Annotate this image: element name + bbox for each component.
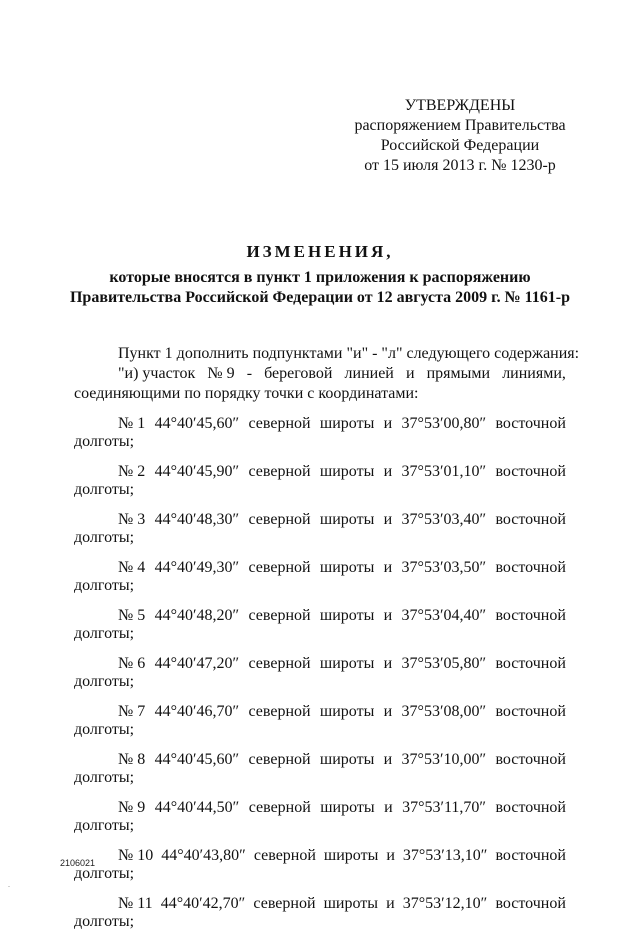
coordinate-row xyxy=(74,894,566,914)
north-word: северной xyxy=(248,559,311,576)
coordinate-point xyxy=(74,846,566,884)
latitude-value: 44°40′48,20″ xyxy=(154,607,240,624)
coordinate-row xyxy=(74,654,566,674)
coordinate-point xyxy=(74,702,566,740)
point-number: № 5 xyxy=(118,607,146,624)
conjunction: и xyxy=(383,511,393,528)
item-word: береговой xyxy=(264,365,333,382)
latitude-value: 44°40′45,60″ xyxy=(154,415,240,432)
latitude-word: широты xyxy=(323,847,379,864)
coordinate-point xyxy=(74,510,566,548)
north-word: северной xyxy=(248,655,311,672)
east-word: восточной xyxy=(495,511,566,528)
coordinate-point xyxy=(74,606,566,644)
longitude-value: 37°53′13,10″ xyxy=(402,847,488,864)
north-word: северной xyxy=(253,895,316,912)
east-word: восточной xyxy=(495,847,566,864)
approval-block xyxy=(340,96,580,176)
point-number: № 8 xyxy=(118,751,146,768)
longitude-tail: долготы; xyxy=(74,673,135,690)
conjunction: и xyxy=(383,703,393,720)
north-word: северной xyxy=(248,511,311,528)
approval-date: от 15 июля 2013 г. № 1230-р xyxy=(364,157,556,174)
item-word: "и) участок xyxy=(118,365,196,382)
coordinate-row xyxy=(74,414,566,434)
subtitle-line: Правительства Российской Федерации от 12 августа 2009 г. № 1161-р xyxy=(69,289,571,306)
document-subtitle xyxy=(60,268,580,308)
coordinate-point xyxy=(74,894,566,932)
longitude-value: 37°53′08,00″ xyxy=(401,703,487,720)
latitude-value: 44°40′45,60″ xyxy=(154,751,240,768)
longitude-value: 37°53′12,10″ xyxy=(402,895,488,912)
latitude-value: 44°40′44,50″ xyxy=(154,799,240,816)
latitude-word: широты xyxy=(319,703,375,720)
east-word: восточной xyxy=(495,751,566,768)
coordinate-list xyxy=(74,414,566,932)
latitude-word: широты xyxy=(319,751,375,768)
approval-title: УТВЕРЖДЕНЫ xyxy=(404,97,516,114)
conjunction: и xyxy=(383,559,393,576)
latitude-word: широты xyxy=(320,799,375,816)
conjunction: и xyxy=(386,895,395,912)
east-word: восточной xyxy=(495,655,566,672)
coordinate-point xyxy=(74,558,566,596)
item-word: - xyxy=(246,365,253,382)
east-word: восточной xyxy=(495,607,566,624)
latitude-word: широты xyxy=(319,607,375,624)
item-word: № 9 xyxy=(207,365,235,382)
coordinate-point xyxy=(74,414,566,452)
point-number: № 3 xyxy=(118,511,146,528)
north-word: северной xyxy=(253,847,316,864)
point-number: № 11 xyxy=(118,895,153,912)
coordinate-row xyxy=(74,702,566,722)
longitude-tail: долготы; xyxy=(74,529,135,546)
item-word: и xyxy=(405,365,415,382)
latitude-value: 44°40′45,90″ xyxy=(154,463,240,480)
item-heading-line xyxy=(118,364,566,384)
conjunction: и xyxy=(383,655,393,672)
longitude-tail: долготы; xyxy=(74,577,135,594)
longitude-value: 37°53′10,00″ xyxy=(401,751,487,768)
intro-paragraph: Пункт 1 дополнить подпунктами "и" - "л" следующего содержания: xyxy=(118,345,580,362)
subtitle-line: которые вносятся в пункт 1 приложения к распоряжению xyxy=(109,269,531,286)
latitude-word: широты xyxy=(319,655,375,672)
longitude-tail: долготы; xyxy=(74,721,135,738)
latitude-word: широты xyxy=(319,559,375,576)
longitude-tail: долготы; xyxy=(74,865,135,882)
item-word: прямыми xyxy=(426,365,491,382)
coordinate-point xyxy=(74,462,566,500)
longitude-value: 37°53′00,80″ xyxy=(401,415,487,432)
coordinate-point xyxy=(74,750,566,788)
document-title: ИЗМЕНЕНИЯ, xyxy=(246,242,394,261)
latitude-word: широты xyxy=(319,511,375,528)
point-number: № 4 xyxy=(118,559,146,576)
item-continuation: соединяющими по порядку точки с координатами: xyxy=(74,385,419,402)
north-word: северной xyxy=(248,463,311,480)
longitude-value: 37°53′05,80″ xyxy=(401,655,487,672)
longitude-value: 37°53′03,40″ xyxy=(401,511,487,528)
coordinate-row xyxy=(74,510,566,530)
coordinate-point xyxy=(74,798,566,836)
latitude-value: 44°40′48,30″ xyxy=(154,511,240,528)
point-number: № 9 xyxy=(118,799,146,816)
conjunction: и xyxy=(386,847,395,864)
approval-line: Российской Федерации xyxy=(380,137,540,154)
east-word: восточной xyxy=(495,703,566,720)
margin-mark: . xyxy=(8,880,10,889)
point-number: № 1 xyxy=(118,415,146,432)
north-word: северной xyxy=(248,703,311,720)
item-word: линиями, xyxy=(502,365,566,382)
north-word: северной xyxy=(248,415,311,432)
latitude-word: широты xyxy=(323,895,379,912)
conjunction: и xyxy=(383,463,393,480)
longitude-tail: долготы; xyxy=(74,625,135,642)
coordinate-row xyxy=(74,606,566,626)
longitude-tail: долготы; xyxy=(74,913,135,930)
latitude-value: 44°40′46,70″ xyxy=(154,703,240,720)
north-word: северной xyxy=(248,607,311,624)
east-word: восточной xyxy=(495,799,566,816)
longitude-tail: долготы; xyxy=(74,769,135,786)
latitude-value: 44°40′47,20″ xyxy=(154,655,240,672)
item-word: линией xyxy=(344,365,394,382)
north-word: северной xyxy=(248,799,311,816)
coordinate-row xyxy=(74,798,566,818)
coordinate-row xyxy=(74,462,566,482)
approval-line: распоряжением Правительства xyxy=(354,117,566,134)
east-word: восточной xyxy=(495,895,566,912)
point-number: № 6 xyxy=(118,655,146,672)
conjunction: и xyxy=(383,607,393,624)
longitude-value: 37°53′11,70″ xyxy=(402,799,487,816)
document-body xyxy=(74,344,580,932)
conjunction: и xyxy=(384,799,393,816)
longitude-value: 37°53′01,10″ xyxy=(401,463,487,480)
conjunction: и xyxy=(383,751,393,768)
coordinate-row xyxy=(74,558,566,578)
conjunction: и xyxy=(383,415,393,432)
east-word: восточной xyxy=(495,415,566,432)
document-code: 2106021 xyxy=(60,858,96,868)
point-number: № 2 xyxy=(118,463,146,480)
longitude-value: 37°53′03,50″ xyxy=(401,559,487,576)
longitude-tail: долготы; xyxy=(74,481,135,498)
coordinate-row xyxy=(74,846,566,866)
longitude-tail: долготы; xyxy=(74,433,135,450)
longitude-tail: долготы; xyxy=(74,817,135,834)
point-number: № 7 xyxy=(118,703,146,720)
latitude-value: 44°40′43,80″ xyxy=(161,847,246,864)
east-word: восточной xyxy=(495,559,566,576)
point-number: № 10 xyxy=(118,847,154,864)
coordinate-point xyxy=(74,654,566,692)
coordinate-row xyxy=(74,750,566,770)
north-word: северной xyxy=(248,751,311,768)
latitude-value: 44°40′42,70″ xyxy=(160,895,246,912)
latitude-word: широты xyxy=(319,463,375,480)
longitude-value: 37°53′04,40″ xyxy=(401,607,487,624)
latitude-value: 44°40′49,30″ xyxy=(154,559,240,576)
latitude-word: широты xyxy=(319,415,375,432)
east-word: восточной xyxy=(495,463,566,480)
